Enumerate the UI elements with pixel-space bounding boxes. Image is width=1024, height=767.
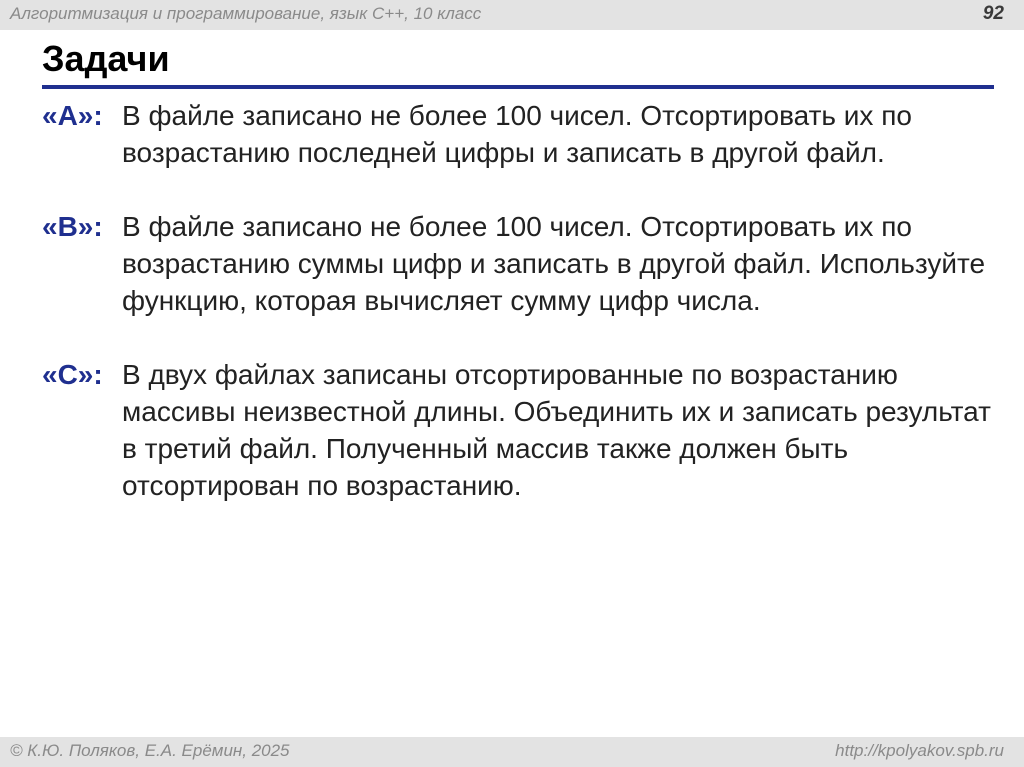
task-list bbox=[42, 97, 1012, 541]
task-b bbox=[42, 208, 1012, 319]
task-c-label: «C»: bbox=[42, 359, 103, 390]
footer-bar bbox=[0, 737, 1024, 767]
page-number: 92 bbox=[982, 3, 1004, 24]
task-c-text: В двух файлах записаны отсортированные по возрастанию массивы неизвестной длины. Объединить их и записать результат в третий файл. Полученный массив также должен быть отсортирован по возрастанию. bbox=[122, 359, 991, 501]
footer-copyright: © К.Ю. Поляков, Е.А. Ерёмин, 2025 bbox=[10, 741, 290, 760]
header-bar bbox=[0, 0, 1024, 30]
task-b-text: В файле записано не более 100 чисел. Отсортировать их по возрастанию суммы цифр и записать в другой файл. Используйте функцию, которая вычисляет сумму цифр числа. bbox=[122, 211, 986, 316]
task-c bbox=[42, 356, 1012, 504]
slide-title: Задачи bbox=[42, 38, 170, 79]
title-underline bbox=[42, 85, 994, 89]
task-a-label: «A»: bbox=[42, 100, 103, 131]
course-title: Алгоритмизация и программирование, язык C++, 10 класс bbox=[10, 4, 482, 23]
task-a-text: В файле записано не более 100 чисел. Отсортировать их по возрастанию последней цифры и записать в другой файл. bbox=[122, 100, 912, 168]
task-b-label: «B»: bbox=[42, 211, 103, 242]
footer-url[interactable]: http://kpolyakov.spb.ru bbox=[835, 741, 1004, 760]
task-a bbox=[42, 97, 1012, 171]
